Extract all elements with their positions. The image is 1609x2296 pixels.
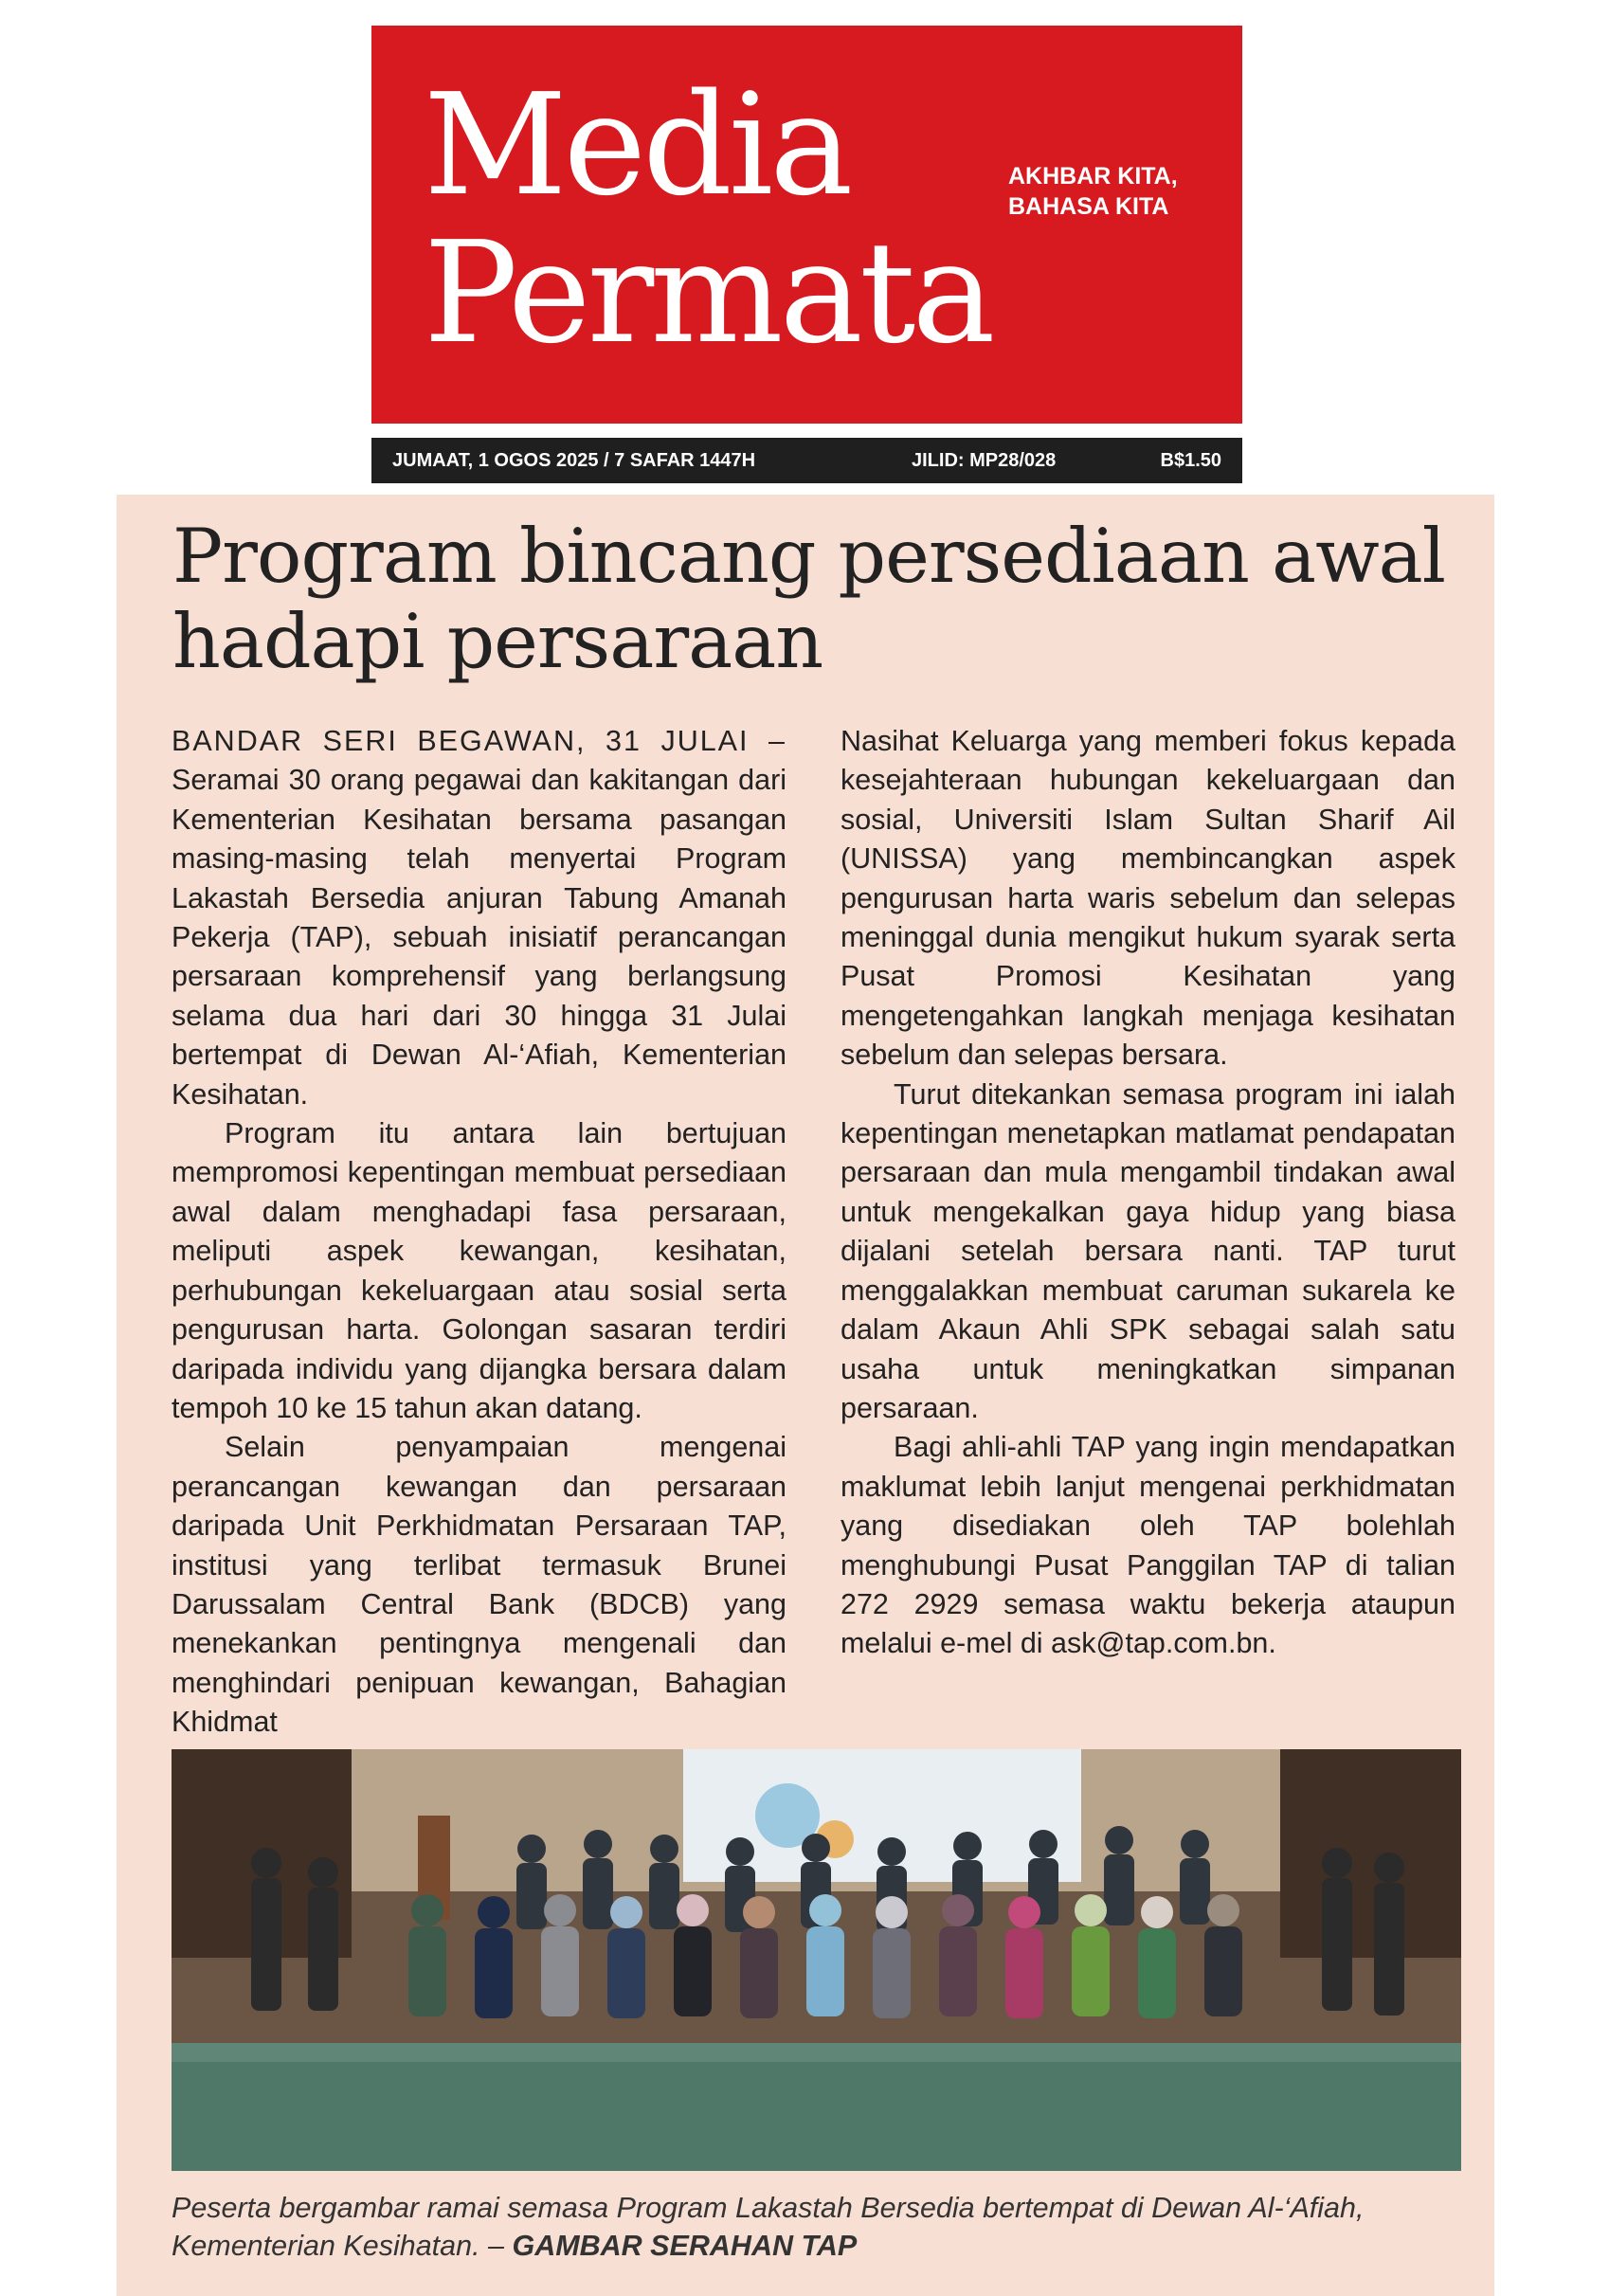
article-paragraph-3: Selain penyampaian mengenai perancangan kewangan dan persaraan daripada Unit Perkhidmatan Persaraan TAP, institusi yang terlibat termasuk Brunei Darussalam Central Bank (BDCB) yang menekankan pentingnya mengenali dan menghindari penipuan kewangan, Bahagian Khidmat — [172, 1431, 786, 1739]
issue-volume: JILID: MP28/028 — [912, 450, 1057, 471]
photo-caption — [172, 2189, 1470, 2265]
article-paragraph-2: Program itu antara lain bertujuan mempromosi kepentingan membuat persediaan awal dalam menghadapi fasa persaraan, meliputi aspek kewangan, kesihatan, perhubungan kekeluargaan atau sosial serta pengurusan harta. Golongan sasaran terdiri daripada individu yang dijangka bersara dalam tempoh 10 ke 15 tahun akan datang. — [172, 1117, 786, 1424]
group-photo-illustration — [172, 1749, 1461, 2171]
article-paragraph-1 — [172, 722, 786, 1114]
photo-credit: GAMBAR SERAHAN TAP — [512, 2230, 858, 2262]
tagline — [1008, 161, 1178, 222]
article-column-left — [172, 722, 786, 1743]
logo-word-permata: Permata — [424, 211, 992, 374]
article-paragraph-5: Turut ditekankan semasa program ini ialah kepentingan menetapkan matlamat pendapatan persaraan dan mula mengambil tindakan awal untuk mengekalkan gaya hidup yang biasa dijalani setelah bersara nanti. TAP turut menggalakkan membuat caruman sukarela ke dalam Akaun Ahli SPK sebagai salah satu usaha untuk meningkatkan simpanan persaraan. — [841, 1077, 1455, 1424]
logo-word-media: Media — [424, 63, 850, 226]
issue-date: JUMAAT, 1 OGOS 2025 / 7 SAFAR 1447H — [392, 450, 756, 471]
photo-caption-text: Peserta bergambar ramai semasa Program Lakastah Bersedia bertempat di Dewan Al-‘Afiah, Kementerian Kesihatan. – — [172, 2192, 1365, 2262]
group-photo — [172, 1749, 1461, 2171]
article-dateline: BANDAR SERI BEGAWAN, 31 JULAI – — [172, 725, 786, 757]
tagline-line-2: BAHASA KITA — [1008, 193, 1169, 220]
tagline-line-1: AKHBAR KITA, — [1008, 163, 1178, 190]
article-headline: Program bincang persediaan awal hadapi persaraan — [172, 513, 1446, 685]
issue-dateline-bar — [371, 438, 1242, 483]
article-paragraph-6: Bagi ahli-ahli TAP yang ingin mendapatkan maklumat lebih lanjut mengenai perkhidmatan yang disediakan oleh TAP bolehlah menghubungi Pusat Panggilan TAP di talian 272 2929 semasa waktu bekerja ataupun melalui e-mel di ask@tap.com.bn. — [841, 1431, 1455, 1660]
article-column-right — [841, 722, 1455, 1664]
masthead — [371, 26, 1242, 424]
article-paragraph-1-text: Seramai 30 orang pegawai dan kakitangan dari Kementerian Kesihatan bersama pasangan masing-masing telah menyertai Program Lakastah Bersedia anjuran Tabung Amanah Pekerja (TAP), sebuah inisiatif perancangan persaraan komprehensif yang berlangsung selama dua hari dari 30 hingga 31 Julai bertempat di Dewan Al-‘Afiah, Kementerian Kesihatan. — [172, 764, 786, 1111]
issue-price: B$1.50 — [1160, 450, 1221, 471]
article-paragraph-4: Nasihat Keluarga yang memberi fokus kepada kesejahteraan hubungan kekeluargaan dan sosial, Universiti Islam Sultan Sharif Ail (UNISSA) yang membincangkan aspek pengurusan harta waris sebelum dan selepas meninggal dunia mengikut hukum syarak serta Pusat Promosi Kesihatan yang mengetengahkan langkah menjaga kesihatan sebelum dan selepas bersara. — [841, 725, 1455, 1072]
